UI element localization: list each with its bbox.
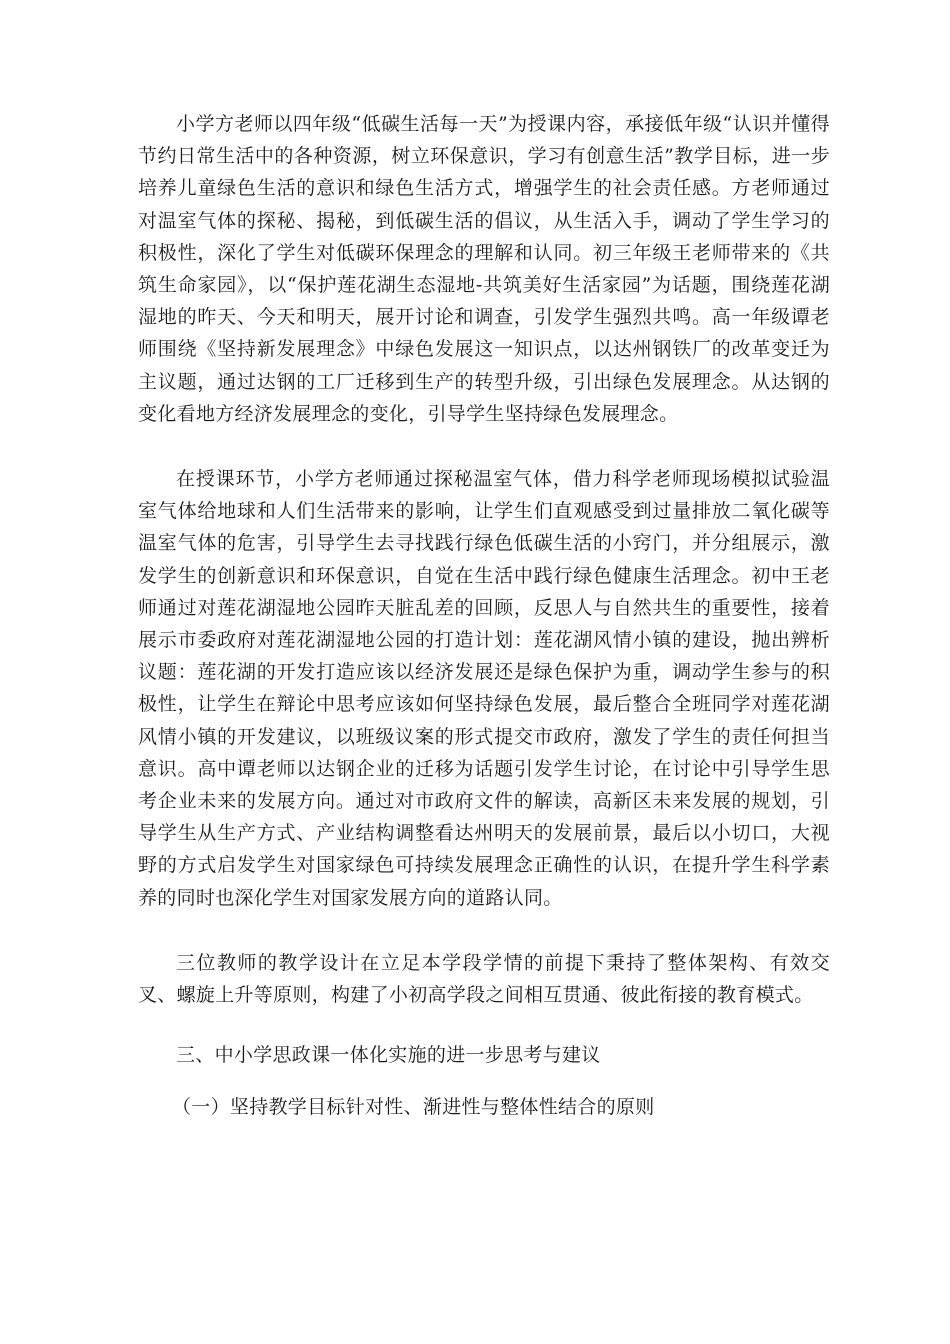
- section-heading: 三、中小学思政课一体化实施的进一步思考与建议: [176, 1044, 601, 1067]
- subsection-heading: （一）坚持教学目标针对性、渐进性与整体性结合的原则: [172, 1096, 655, 1119]
- body-paragraph-2: 在授课环节，小学方老师通过探秘温室气体，借力科学老师现场模拟试验温室气体给地球和人们生活带来的影响，让学生们直观感受到过量排放二氧化碳等温室气体的危害，引导学生去寻找践行绿色低碳生活的小窍门，并分组展示，激发学生的创新意识和环保意识，自觉在生活中践行绿色健康生活理念。初中王老师通过对莲花湖湿地公园昨天脏乱差的回顾，反思人与自然共生的重要性，接着展示市委政府对莲花湖湿地公园的打造计划：莲花湖风情小镇的建设，抛出辨析议题：莲花湖的开发打造应该以经济发展还是绿色保护为重，调动学生参与的积极性，让学生在辩论中思考应该如何坚持绿色发展，最后整合全班同学对莲花湖风情小镇的开发建议，以班级议案的形式提交市政府，激发了学生的责任何担当意识。高中谭老师以达钢企业的迁移为话题引发学生讨论，在讨论中引导学生思考企业未来的发展方向。通过对市政府文件的解读，高新区未来发展的规划，引导学生从生产方式、产业结构调整看达州明天的发展前景，最后以小切口，大视野的方式启发学生对国家绿色可持续发展理念正确性的认识，在提升学生科学素养的同时也深化学生对国家发展方向的道路认同。: [138, 468, 830, 909]
- document-page: [138, 108, 830, 1123]
- body-paragraph-1: 小学方老师以四年级“低碳生活每一天”为授课内容，承接低年级“认识并懂得节约日常生活中的各种资源，树立环保意识，学习有创意生活”教学目标，进一步培养儿童绿色生活的意识和绿色生活方式，增强学生的社会责任感。方老师通过对温室气体的探秘、揭秘，到低碳生活的倡议，从生活入手，调动了学生学习的积极性，深化了学生对低碳环保理念的理解和认同。初三年级王老师带来的《共筑生命家园》，以“保护莲花湖生态湿地-共筑美好生活家园”为话题，围绕莲花湖湿地的昨天、今天和明天，展开讨论和调查，引发学生强烈共鸣。高一年级谭老师围绕《坚持新发展理念》中绿色发展这一知识点，以达州钢铁厂的改革变迁为主议题，通过达钢的工厂迁移到生产的转型升级，引出绿色发展理念。从达钢的变化看地方经济发展理念的变化，引导学生坚持绿色发展理念。: [138, 113, 830, 425]
- body-paragraph-3: 三位教师的教学设计在立足本学段学情的前提下秉持了整体架构、有效交叉、螺旋上升等原则，构建了小初高学段之间相互贯通、彼此衔接的教育模式。: [138, 951, 830, 1007]
